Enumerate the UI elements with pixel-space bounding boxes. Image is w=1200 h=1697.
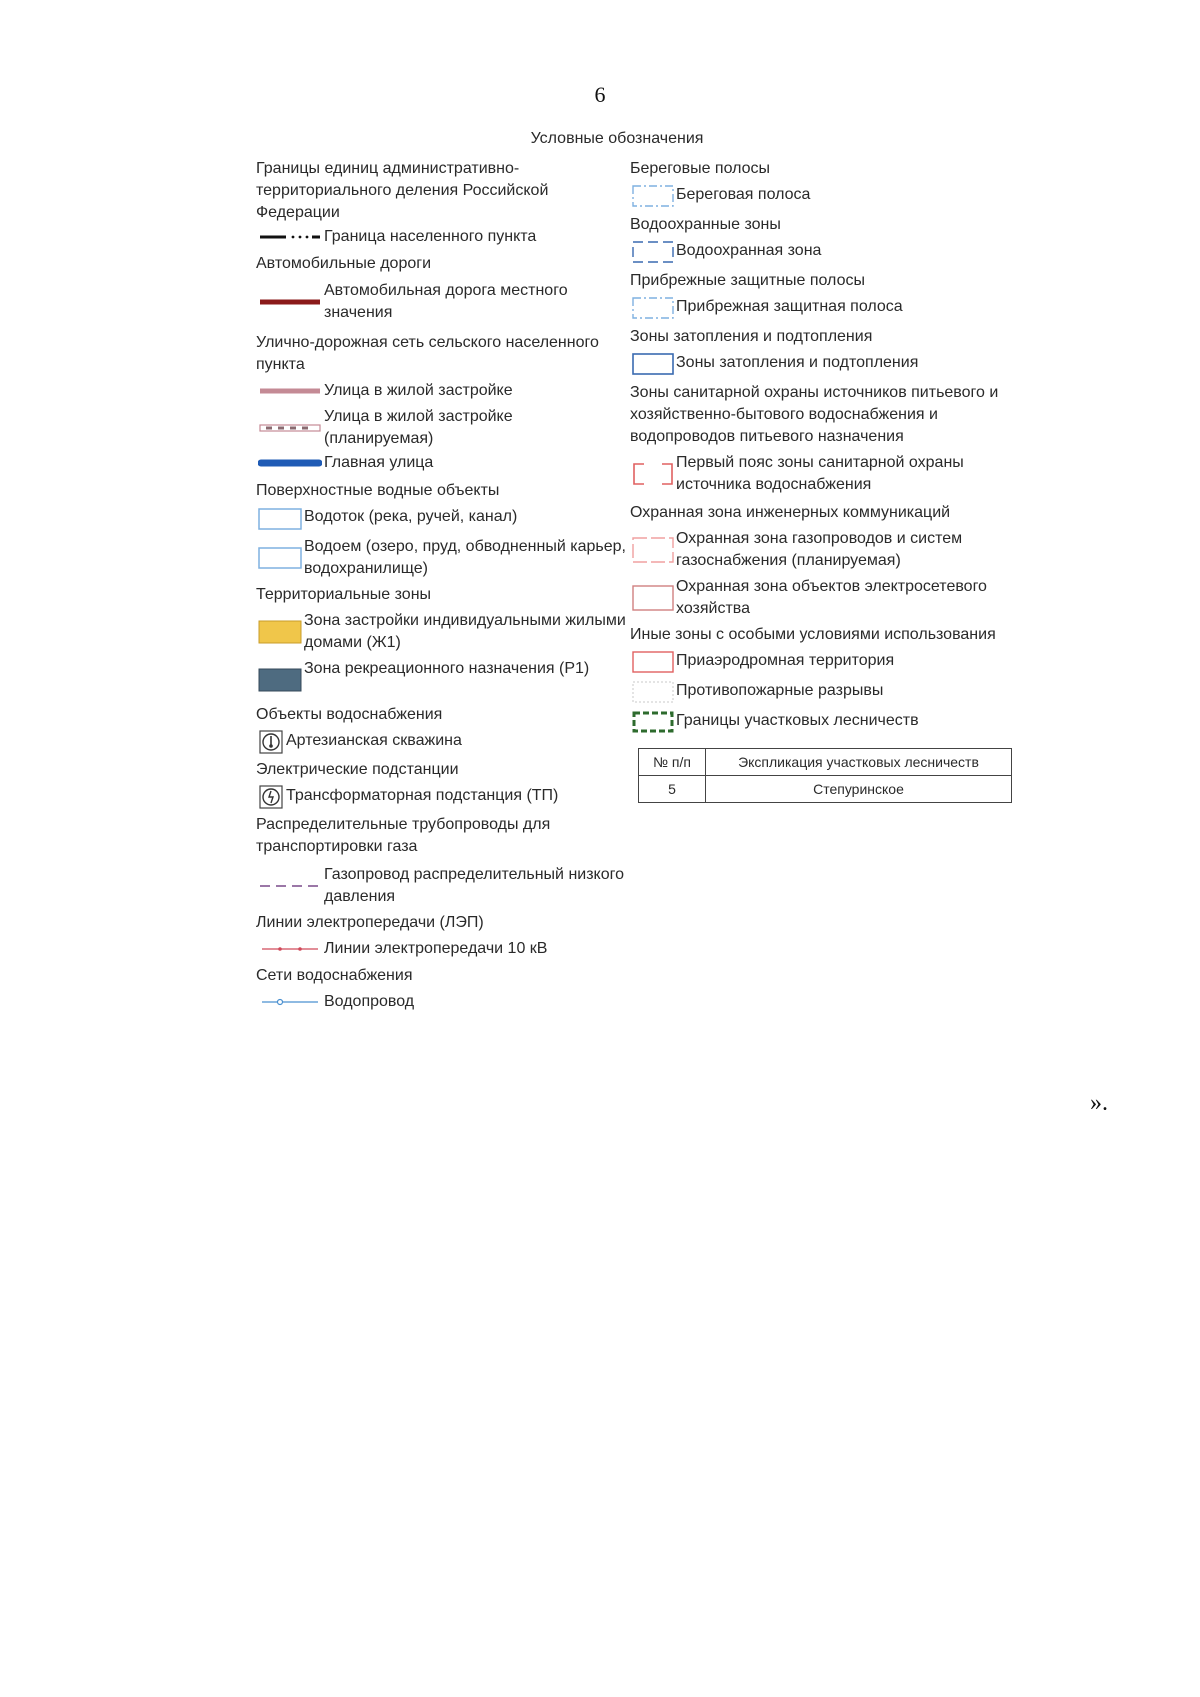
r1-swatch-icon	[256, 658, 304, 702]
legend-item-artesian-well	[256, 730, 626, 754]
water-heading: Поверхностные водные объекты	[256, 482, 500, 499]
street-planned-label: Улица в жилой застройке (планируемая)	[324, 408, 513, 447]
legend-item-gas-protect-zone	[630, 528, 1010, 572]
legend-title: Условные обозначения	[530, 130, 704, 147]
legend-item-main-street	[256, 452, 626, 474]
legend-item-watercourse	[256, 506, 626, 532]
zh1-swatch-icon	[256, 610, 304, 654]
zone-r1-label: Зона рекреационного назначения (Р1)	[304, 660, 590, 677]
gas-protect-zone-label: Охранная зона газопроводов и систем газоснабжения (планируемая)	[676, 530, 963, 569]
legend-right-column	[630, 158, 1010, 803]
legend-item-sanitary-belt1	[630, 452, 1010, 496]
watercourse-box-icon	[256, 506, 304, 532]
coastal-strip-label: Прибрежная защитная полоса	[676, 298, 903, 315]
gas-pipeline-line-icon	[256, 864, 324, 908]
planned-street-line-icon	[256, 406, 324, 450]
street-line-icon	[256, 380, 324, 402]
legend-item-water-pipe	[256, 991, 626, 1013]
waterbody-box-icon	[256, 536, 304, 580]
shore-strip-box-icon	[630, 184, 676, 208]
forestry-border-box-icon	[630, 710, 676, 734]
legend-item-power-protect-zone	[630, 576, 1010, 620]
legend-item-street-planned	[256, 406, 626, 450]
admin-heading: Границы единиц административно-территориального деления Российской Федерации	[256, 160, 549, 221]
coastal-heading: Прибрежные защитные полосы	[630, 272, 865, 289]
transformer-label: Трансформаторная подстанция (ТП)	[286, 787, 559, 804]
legend-item-waterbody	[256, 536, 626, 580]
legend-item-gas-pipeline	[256, 864, 626, 908]
table-header-cell: № п/п	[639, 749, 706, 776]
table-header-cell: Экспликация участковых лесничеств	[706, 749, 1012, 776]
legend-item-fire-breaks	[630, 680, 1010, 704]
waterbody-label: Водоем (озеро, пруд, обводненный карьер, водохранилище)	[304, 538, 626, 577]
street-net-heading: Улично-дорожная сеть сельского населенного пункта	[256, 334, 599, 373]
sanitary-belt-bracket-icon	[630, 452, 676, 496]
flood-zone-box-icon	[630, 352, 676, 376]
roads-heading: Автомобильные дороги	[256, 255, 432, 272]
shore-heading: Береговые полосы	[630, 160, 771, 177]
water-protect-box-icon	[630, 240, 676, 264]
airfield-label: Приаэродромная территория	[676, 652, 895, 669]
legend-item-zone-zh1	[256, 610, 626, 654]
legend-item-forestry	[630, 710, 1010, 734]
power-line-icon	[256, 938, 324, 960]
main-street-line-icon	[256, 452, 324, 474]
legend-item-shore-strip	[630, 184, 1010, 208]
legend-item-settlement-border	[256, 226, 626, 248]
power-protect-zone-label: Охранная зона объектов электросетевого хозяйства	[676, 578, 987, 617]
fire-breaks-label: Противопожарные разрывы	[676, 682, 884, 699]
legend-item-flood-zone	[630, 352, 1010, 376]
water-pipe-line-icon	[256, 991, 324, 1013]
table-header-row	[639, 749, 1012, 776]
coastal-strip-box-icon	[630, 296, 676, 320]
flood-zone-label: Зоны затопления и подтопления	[676, 354, 919, 371]
gas-pipeline-label: Газопровод распределительный низкого давления	[324, 866, 625, 905]
other-heading: Иные зоны с особыми условиями использования	[630, 626, 996, 643]
local-road-label: Автомобильная дорога местного значения	[324, 282, 568, 321]
fire-breaks-box-icon	[630, 680, 676, 704]
closing-quote: ».	[1090, 1090, 1108, 1116]
page-number: 6	[594, 82, 606, 107]
shore-strip-label: Береговая полоса	[676, 186, 811, 203]
explication-table	[638, 748, 1012, 803]
airfield-box-icon	[630, 650, 676, 674]
legend-item-water-protect-zone	[630, 240, 1010, 264]
water-net-heading: Сети водоснабжения	[256, 967, 413, 984]
terr-heading: Территориальные зоны	[256, 586, 432, 603]
watercourse-label: Водоток (река, ручей, канал)	[304, 508, 518, 525]
street-residential-label: Улица в жилой застройке	[324, 382, 513, 399]
gas-protect-box-icon	[630, 528, 676, 572]
transformer-substation-icon	[256, 785, 286, 809]
table-cell: Степуринское	[706, 776, 1012, 803]
legend-item-airfield	[630, 650, 1010, 674]
power-protect-box-icon	[630, 576, 676, 620]
sanitary-heading: Зоны санитарной охраны источников питьевого и хозяйственно-бытового водоснабжения и водопроводов питьевого назначения	[630, 384, 999, 445]
engineering-heading: Охранная зона инженерных коммуникаций	[630, 504, 951, 521]
legend-item-street-residential	[256, 380, 626, 402]
zone-zh1-label: Зона застройки индивидуальными жилыми домами (Ж1)	[304, 612, 626, 651]
substations-heading: Электрические подстанции	[256, 761, 459, 778]
gas-heading: Распределительные трубопроводы для транспортировки газа	[256, 816, 551, 855]
legend-item-local-road	[256, 280, 626, 324]
legend-item-power-line	[256, 938, 626, 960]
sanitary-belt1-label: Первый пояс зоны санитарной охраны источника водоснабжения	[676, 454, 964, 493]
water-pipe-label: Водопровод	[324, 993, 415, 1010]
legend-item-transformer	[256, 785, 626, 809]
power-line-label: Линии электропередачи 10 кВ	[324, 940, 548, 957]
forestry-borders-label: Границы участковых лесничеств	[676, 712, 919, 729]
settlement-border-label: Граница населенного пункта	[324, 228, 537, 245]
water-protect-zone-label: Водоохранная зона	[676, 242, 822, 259]
artesian-well-label: Артезианская скважина	[286, 732, 462, 749]
legend-left-column	[256, 158, 626, 1013]
dash-dot-line-icon	[256, 226, 324, 248]
legend-item-coastal-strip	[630, 296, 1010, 320]
water-protect-heading: Водоохранные зоны	[630, 216, 781, 233]
artesian-well-icon	[256, 730, 286, 754]
main-street-label: Главная улица	[324, 454, 434, 471]
legend-item-zone-r1	[256, 658, 626, 702]
power-heading: Линии электропередачи (ЛЭП)	[256, 914, 484, 931]
road-line-icon	[256, 280, 324, 324]
flood-heading: Зоны затопления и подтопления	[630, 328, 873, 345]
table-cell: 5	[639, 776, 706, 803]
table-row	[639, 776, 1012, 803]
water-supply-heading: Объекты водоснабжения	[256, 706, 443, 723]
